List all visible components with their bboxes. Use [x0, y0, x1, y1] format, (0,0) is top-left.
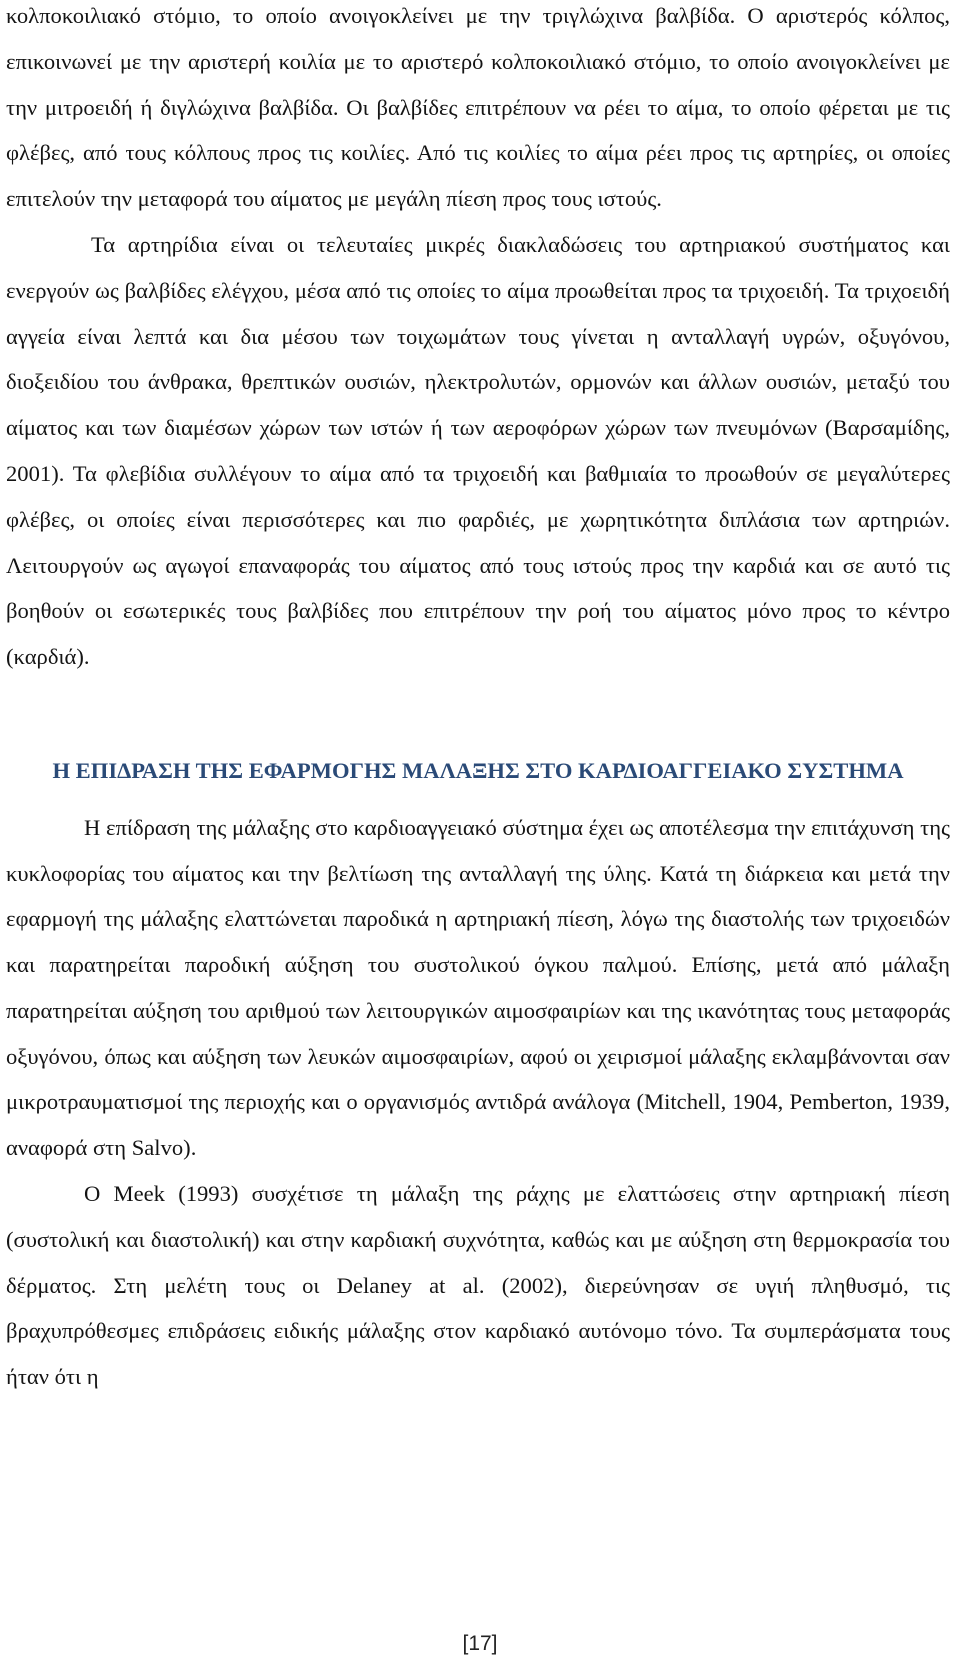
paragraph-meek-study: Ο Meek (1993) συσχέτισε τη μάλαξη της ράχης με ελαττώσεις στην αρτηριακή πίεση (συστολική και διαστολική) και στην καρδιακή συχνότητα, καθώς και με αύξηση στη θερμοκρασία του δέρματος. Στη μελέτη τους οι Delaney at al. (2002), διερεύνησαν σε υγιή πληθυσμό, τις βραχυπρόθεσμες επιδράσεις ειδικής μάλαξης στον καρδιακό αυτόνομο τόνο. Τα συμπεράσματα τους ήταν ότι η [6, 1181, 950, 1390]
page-body [6, 0, 950, 1400]
page-number: [17] [462, 1632, 498, 1655]
paragraph-massage-effects: Η επίδραση της μάλαξης στο καρδιοαγγειακό σύστημα έχει ως αποτέλεσμα την επιτάχυνση της κυκλοφορίας του αίματος και την βελτίωση της ανταλλαγή της ύλης. Κατά τη διάρκεια και μετά την εφαρμογή της μάλαξης ελαττώνεται παροδικά η αρτηριακή πίεση, λόγω της διαστολής των τριχοειδών και παρατηρείται παροδική αύξηση του συστολικού όγκου παλμού. Επίσης, μετά από μάλαξη παρατηρείται αύξηση του αριθμού των λειτουργικών αιμοσφαιρίων και της ικανότητας τους μεταφοράς οξυγόνου, όπως και αύξηση των λευκών αιμοσφαιρίων, αφού οι χειρισμοί μάλαξης εκλαμβάνονται σαν μικροτραυματισμοί της περιοχής και ο οργανισμός αντιδρά ανάλογα (Mitchell, 1904, Pemberton, 1939, αναφορά στη Salvo). [6, 814, 950, 1161]
paragraph-heart-valves: κολποκοιλιακό στόμιο, το οποίο ανοιγοκλείνει με την τριγλώχινα βαλβίδα. Ο αριστερός κόλπος, επικοινωνεί με την αριστερή κοιλία με το αριστερό κολποκοιλιακό στόμιο, το οποίο ανοιγοκλείνει με την μιτροειδή ή διγλώχινα βαλβίδα. Οι βαλβίδες επιτρέπουν να ρέει το αίμα, το οποίο φέρεται με τις φλέβες, από τους κόλπους προς τις κοιλίες. Από τις κοιλίες το αίμα ρέει προς τις αρτηρίες, οι οποίες επιτελούν την μεταφορά του αίματος με μεγάλη πίεση προς τους ιστούς. [6, 3, 950, 212]
paragraph-arterioles: Τα αρτηρίδια είναι οι τελευταίες μικρές διακλαδώσεις του αρτηριακού συστήματος και ενεργούν ως βαλβίδες ελέγχου, μέσα από τις οποίες το αίμα προωθείται προς τα τριχοειδή. Τα τριχοειδή αγγεία είναι λεπτά και δια μέσου των τοιχωμάτων τους γίνεται η ανταλλαγή υγρών, οξυγόνου, διοξειδίου του άνθρακα, θρεπτικών ουσιών, ηλεκτρολυτών, ορμονών και άλλων ουσιών, μεταξύ του αίματος και των διαμέσων χώρων των ιστών ή των αεροφόρων χώρων των πνευμόνων (Βαρσαμίδης, 2001). Τα φλεβίδια συλλέγουν το αίμα από τα τριχοειδή και βαθμιαία το προωθούν σε μεγαλύτερες φλέβες, οι οποίες είναι περισσότερες και πιο φαρδιές, με χωρητικότητα διπλάσια των αρτηριών. Λειτουργούν ως αγωγοί επαναφοράς του αίματος από τους ιστούς προς την καρδιά και σε αυτό τις βοηθούν οι εσωτερικές τους βαλβίδες που επιτρέπουν την ροή του αίματος μόνο προς το κέντρο (καρδιά). [6, 231, 950, 670]
section-heading: Η ΕΠΙΔΡΑΣΗ ΤΗΣ ΕΦΑΡΜΟΓΗΣ ΜΑΛΑΞΗΣ ΣΤΟ ΚΑΡΔΙΟΑΓΓΕΙΑΚΟ ΣΥΣΤΗΜΑ [52, 757, 904, 783]
